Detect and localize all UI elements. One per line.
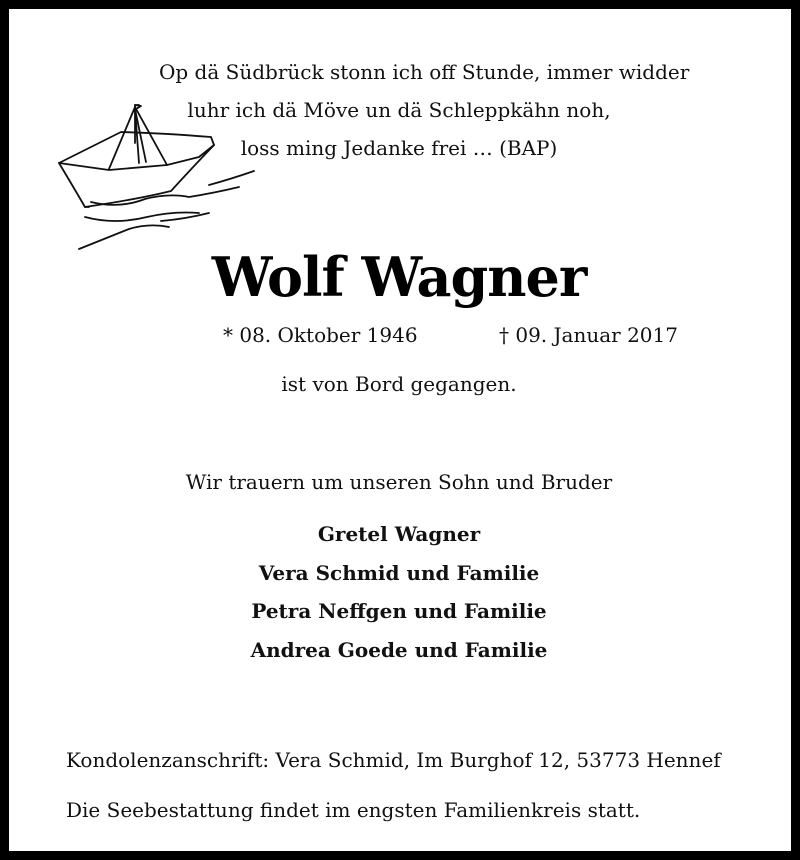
family-member: Petra Neffgen und Familie (251, 599, 547, 623)
poem-line-3: loss ming Jedanke frei … (BAP) (240, 136, 558, 160)
paper-boat-on-waves-icon (49, 97, 264, 257)
condolence-address: Kondolenzanschrift: Vera Schmid, Im Burghof 12, 53773 Hennef (66, 748, 721, 772)
family-list (159, 515, 639, 669)
family-member: Gretel Wagner (317, 522, 481, 546)
family-member: Vera Schmid und Familie (258, 560, 540, 585)
burial-note: Die Seebestattung findet im engsten Familienkreis statt. (66, 798, 641, 822)
death-date: † 09. Januar 2017 (499, 323, 678, 347)
deceased-name: Wolf Wagner (211, 245, 587, 309)
poem-line-1: Op dä Südbrück stonn ich off Stunde, immer widder (159, 60, 690, 84)
birth-date: * 08. Oktober 1946 (223, 323, 418, 347)
poem-line-2: luhr ich dä Möve un dä Schleppkähn noh, (187, 98, 611, 122)
family-member: Andrea Goede und Familie (250, 637, 548, 662)
departed-phrase: ist von Bord gegangen. (281, 372, 517, 396)
mourning-intro: Wir trauern um unseren Sohn und Bruder (185, 470, 613, 494)
